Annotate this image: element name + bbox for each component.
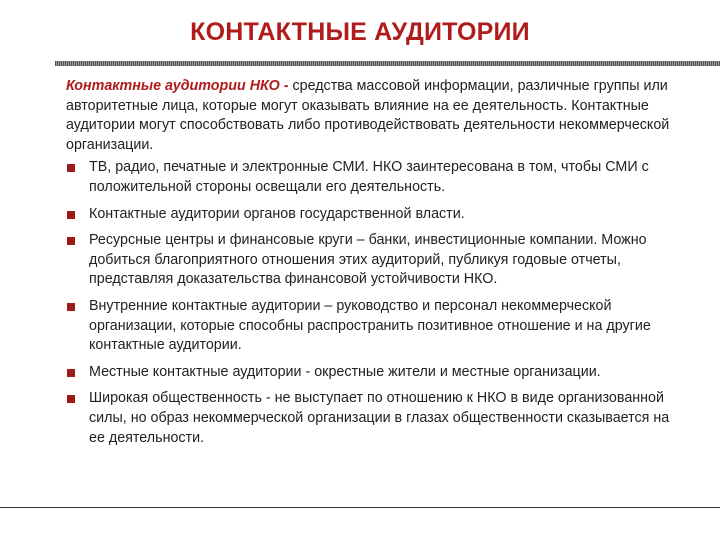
- bullet-text: Внутренние контактные аудитории – руководство и персонал некоммерческой организации, которые способны распространить позитивное отношение и на другие контактные аудитории.: [89, 297, 651, 354]
- slide-title: КОНТАКТНЫЕ АУДИТОРИИ: [190, 18, 530, 46]
- intro-paragraph: [66, 77, 686, 155]
- bullet-item: [66, 158, 686, 197]
- square-bullet-icon: [67, 369, 75, 377]
- intro-text: средства массовой информации, различные группы или авторитетные лица, которые могут оказывать влияние на ее деятельность. Контактные аудитории могут способствовать либо противодействовать деятельности некоммерческой организации.: [66, 78, 670, 153]
- square-bullet-icon: [67, 303, 75, 311]
- bullet-item: [66, 205, 686, 225]
- square-bullet-icon: [67, 164, 75, 172]
- title-divider: [55, 61, 720, 66]
- bullet-item: [66, 363, 686, 383]
- bottom-divider: [0, 507, 720, 508]
- square-bullet-icon: [67, 237, 75, 245]
- bullet-list: [66, 158, 686, 448]
- bullet-text: Контактные аудитории органов государственной власти.: [89, 205, 465, 222]
- bullet-text: Ресурсные центры и финансовые круги – банки, инвестиционные компании. Можно добиться благоприятного отношения этих аудиторий, публикуя годовые отчеты, представляя доказательства финансовой устойчивости НКО.: [89, 232, 647, 288]
- intro-term: Контактные аудитории НКО -: [66, 78, 289, 94]
- bullet-text: Местные контактные аудитории - окрестные жители и местные организации.: [89, 363, 601, 380]
- square-bullet-icon: [67, 395, 75, 403]
- square-bullet-icon: [67, 211, 75, 219]
- slide-body: [66, 77, 686, 455]
- bullet-text: ТВ, радио, печатные и электронные СМИ. НКО заинтересована в том, чтобы СМИ с положительной стороны освещали его деятельность.: [89, 159, 649, 195]
- bullet-text: Широкая общественность - не выступает по отношению к НКО в виде организованной силы, но образ некоммерческой организации в глазах общественности сказывается на ее деятельности.: [89, 390, 670, 446]
- bullet-item: [66, 231, 686, 290]
- bullet-item: [66, 297, 686, 356]
- bullet-item: [66, 389, 686, 448]
